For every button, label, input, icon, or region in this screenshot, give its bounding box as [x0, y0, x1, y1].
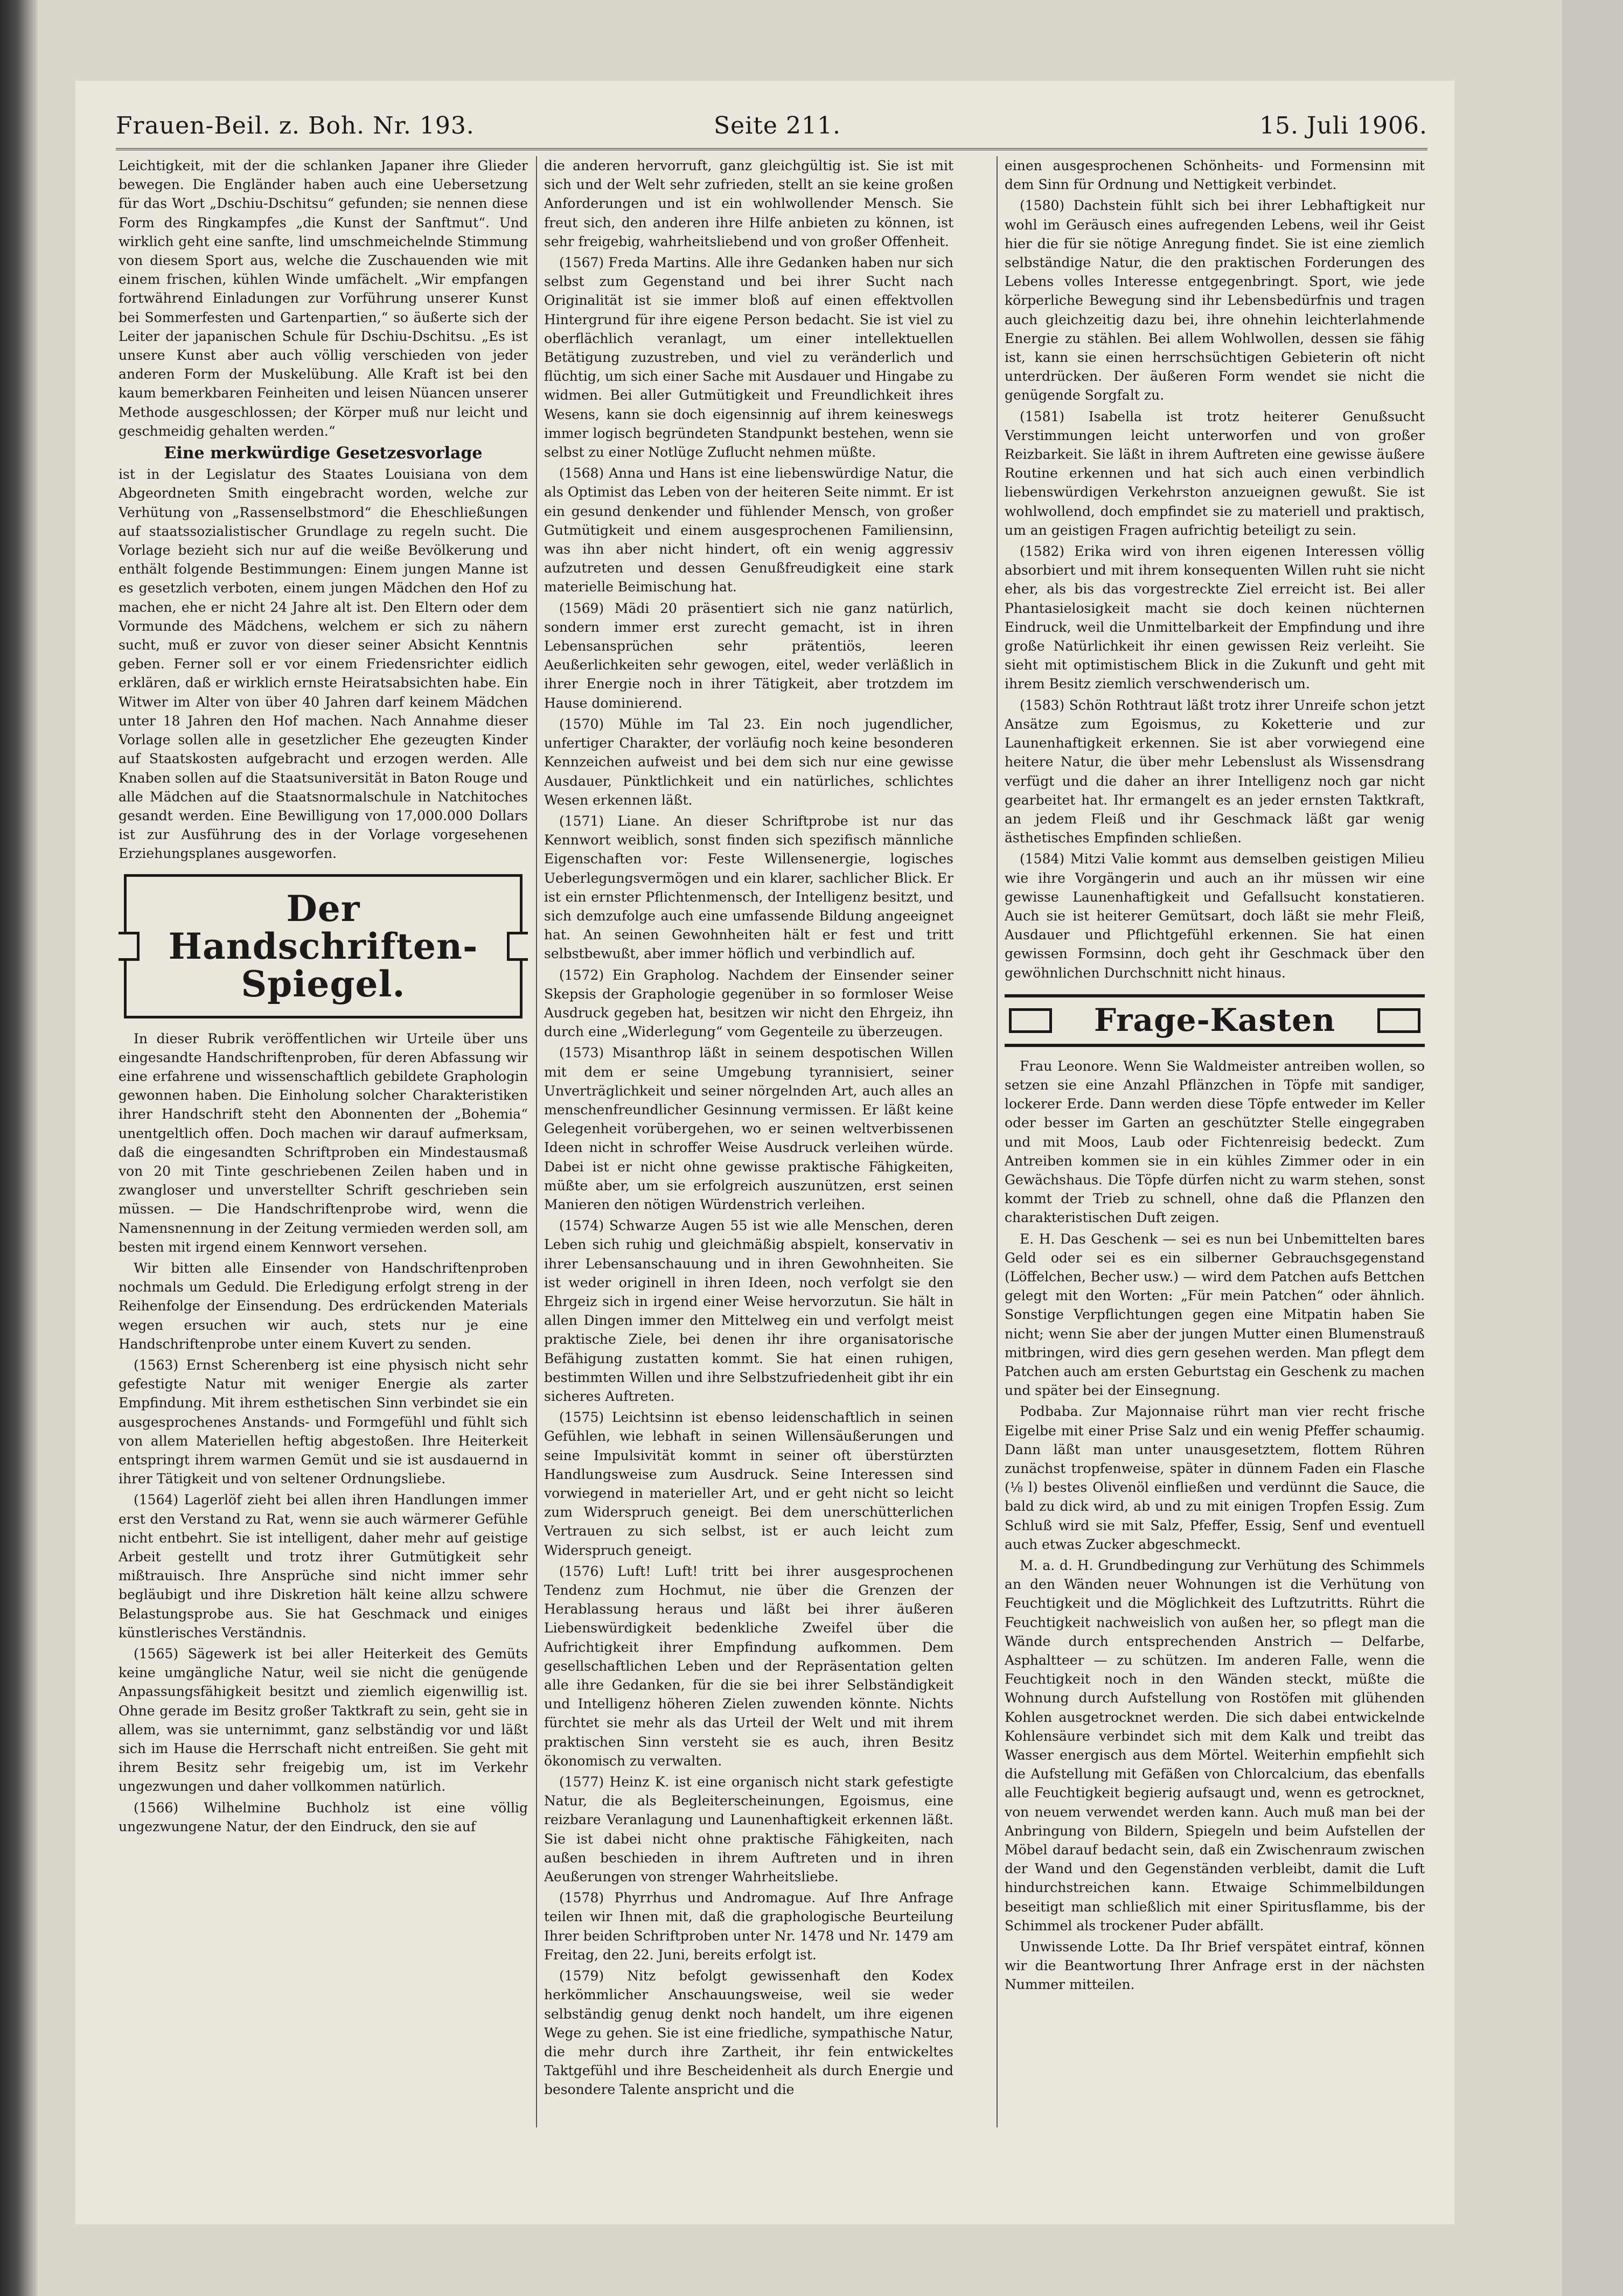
handwriting-entry: (1571) Liane. An dieser Schriftprobe ist nur das Kennwort weiblich, sonst finden sich spezifisch männliche Eigenschaften vor: Feste Willensenergie, logisches Ueberlegungsvermögen und ein klarer, sachlicher Blick. Er ist ein ernster Pflichtenmensch, der Intelligenz besitzt, und sich demzufolge auch eine umfassende Bildung angeeignet hat. An seinen Gewohnheiten hält er fest und tritt selbstbewußt, aber immer höflich und verbindlich auf.: [544, 813, 953, 962]
intro-paragraph: In dieser Rubrik veröffentlichen wir Urteile über uns eingesandte Handschriftenproben, für deren Abfassung wir eine erfahrene und wissenschaftlich gebildete Graphologin gewonnen haben. Die Einholung solcher Charakteristiken ihrer Handschrift steht den Abonnenten der „Bohemia“ unentgeltlich offen. Doch machen wir darauf aufmerksam, daß die eingesandten Schriftproben ein Mindestausmaß von 20 mit Tinte geschriebenen Zeilen haben und in zwangloser und unverstellter Schrift geschrieben sein müssen. — Die Handschriftenprobe wird, wenn die Namensnennung in der Zeitung vermieden werden soll, am besten mit irgend einem Kennwort versehen.: [119, 1030, 528, 1255]
column-3: [1005, 156, 1425, 2127]
column-rule-2: [997, 156, 998, 2127]
column-1: [119, 156, 528, 2127]
header-page-number: Seite 211.: [714, 112, 841, 139]
handwriting-entry: (1566) Wilhelmine Buchholz ist eine völlig ungezwungene Natur, der den Eindruck, den sie auf: [119, 1799, 528, 1834]
answer-entry: Unwissende Lotte. Da Ihr Brief verspätet eintraf, können wir die Beantwortung Ihrer Anfrage erst in der nächsten Nummer mitteilen.: [1005, 1939, 1425, 1993]
ornament-icon: [1377, 1008, 1420, 1033]
handwriting-entry: (1572) Ein Grapholog. Nachdem der Einsender seiner Skepsis der Graphologie gegenüber in so formloser Weise Ausdruck gegeben hat, besitzen wir nicht den Ehrgeiz, ihn durch eine „Widerlegung“ vom Gegenteile zu überzeugen.: [544, 967, 953, 1040]
intro-paragraph: Wir bitten alle Einsender von Handschriftenproben nochmals um Geduld. Die Erledigung erfolgt streng in der Reihenfolge der Einsendung. Des erdrückenden Materials wegen ersuchen wir auch, stets nur je eine Handschriftenprobe unter einem Kuvert zu senden.: [119, 1260, 528, 1352]
handwriting-entry: (1564) Lagerlöf zieht bei allen ihren Handlungen immer erst den Verstand zu Rat, wenn sie auch wärmerer Gefühle nicht entbehrt. Sie ist intelligent, daher mehr auf geistige Arbeit gestellt und trotz ihrer Gutmütigkeit sehr mißtrauisch. Ihre Ansprüche sind nicht immer sehr begläubigt und ihre Diskretion hält keine allzu schwere Belastungsprobe aus. Sie hat Geschmack und einiges künstlerisches Verständnis.: [119, 1492, 528, 1641]
answer-entry: Frau Leonore. Wenn Sie Waldmeister antreiben wollen, so setzen sie eine Anzahl Pflänzchen in Töpfe mit sandiger, lockerer Erde. Dann werden diese Töpfe entweder im Keller oder besser im Garten an geschützter Stelle eingegraben und mit Moos, Laub oder Fichtenreisig bedeckt. Zum Antreiben kommen sie in ein kühles Zimmer oder in ein Gewächshaus. Die Töpfe dürfen nicht zu warm stehen, sonst kommt der Trieb zu schnell, ohne daß die Pflanzen den charakteristischen Duft zeigen.: [1005, 1058, 1425, 1226]
question-box-title-box: [1005, 994, 1425, 1047]
handwriting-entry: (1563) Ernst Scherenberg ist eine physisch nicht sehr gefestigte Natur mit weniger Energie als zarter Empfindung. Mit ihrem esthetischen Sinn verbindet sie ein ausgesprochenes Anstands- und Formgefühl und fühlt sich von allem Materiellen heftig abgestoßen. Ihre Heiterkeit entspringt ihrem warmen Gemüt und sie ist ausdauernd in ihrer Tätigkeit und von seltener Ordnungsliebe.: [119, 1357, 528, 1487]
ornament-icon: [1009, 1008, 1052, 1033]
handwriting-entry: (1574) Schwarze Augen 55 ist wie alle Menschen, deren Leben sich ruhig und gleichmäßig abspielt, konservativ in ihrer Lebensanschauung und in ihren Gewohnheiten. Sie ist weder originell in ihren Ideen, noch verfolgt sie den Ehrgeiz sich in irgend einer Weise hervorzutun. Sie hält in allen Dingen immer den Mittelweg ein und verfolgt meist praktische Ziele, bei denen ihr ihre organisatorische Befähigung zustatten kommt. Sie hat einen ruhigen, bestimmten Willen und ihre Selbstzufriedenheit gibt ihr ein sicheres Auftreten.: [544, 1218, 953, 1404]
handwriting-entry: (1568) Anna und Hans ist eine liebenswürdige Natur, die als Optimist das Leben von der heiteren Seite nimmt. Er ist ein gesund denkender und fühlender Mensch, von großer Gutmütigkeit und einem ausgesprochenen Familiensinn, was ihn aber nicht hindert, oft ein wenig aggressiv aufzutreten und dessen Genußfreudigkeit eine stark materielle Beimischung hat.: [544, 465, 953, 595]
answer-entry: E. H. Das Geschenk — sei es nun bei Unbemittelten bares Geld oder sei es ein silberner Gebrauchsgegenstand (Löffelchen, Becher usw.) — wird dem Patchen aufs Bettchen gelegt mit den Worten: „Für mein Patchen“ oder ähnlich. Sonstige Verpflichtungen gegen eine Mitpatin haben Sie nicht; wenn Sie aber der jungen Mutter einen Blumenstrauß mitbringen, wird dies gern gesehen werden. Man pflegt dem Patchen auch am ersten Geburtstag ein Geschenk zu machen und später bei der Einsegnung.: [1005, 1231, 1425, 1399]
handwriting-entry: (1573) Misanthrop läßt in seinem despotischen Willen mit dem er seine Umgebung tyrannisiert, seiner Unverträglichkeit und seiner nörgelnden Art, auch alles an menschenfreundlicher Gesinnung vermissen. Er läßt keine Gelegenheit vorübergehen, wo er seinen weltverbissenen Ideen nicht in schroffer Weise Ausdruck verleihen würde. Dabei ist er nicht ohne gewisse praktische Fähigkeiten, müßte aber, um sie erfolgreich auszunützen, erst seinen Manieren den nötigen Würdenstrich verleihen.: [544, 1045, 953, 1212]
answer-entry: M. a. d. H. Grundbedingung zur Verhütung des Schimmels an den Wänden neuer Wohnungen ist die Verhütung von Feuchtigkeit und die Möglichkeit des Luftzutritts. Rührt die Feuchtigkeit nachweislich von außen her, so pflegt man die Wände durch entsprechenden Anstrich — Delfarbe, Asphaltteer — zu schützen. Im anderen Falle, wenn die Feuchtigkeit noch in den Wänden steckt, müßte die Wohnung durch Aufstellung von Rostöfen mit glühenden Kohlen ausgetrocknet werden. Die sich dabei entwickelnde Kohlensäure verbindet sich mit dem Kalk und treibt das Wasser energisch aus dem Mörtel. Weiterhin empfiehlt sich die Aufstellung mit Gefäßen von Chlorcalcium, das ebenfalls alle Feuchtigkeit begierig aufsaugt und, wenn es getrocknet, von neuem verwendet werden kann. Auch muß man bei der Anbringung von Bildern, Spiegeln und beim Aufstellen der Möbel darauf bedacht sein, daß ein Zwischenraum zwischen der Wand und den Gegenständen verbleibt, damit die Luft hindurchstreichen kann. Etwaige Schimmelbildungen beseitigt man schließlich mit einer Spiritusflamme, bis der Schimmel als trockener Puder abfällt.: [1005, 1558, 1425, 1934]
handwriting-entry: (1569) Mädi 20 präsentiert sich nie ganz natürlich, sondern immer erst zurecht gemacht, ist in ihren Lebensansprüchen sehr prätentiös, leeren Aeußerlichkeiten sehr gewogen, eitel, weder verläßlich in ihrer Energie noch in ihrer Tätigkeit, aber trotzdem im Hause dominierend.: [544, 600, 953, 711]
answer-entry: Podbaba. Zur Majonnaise rührt man vier recht frische Eigelbe mit einer Prise Salz und ein wenig Pfeffer schaumig. Dann läßt man unter unausgesetztem, flottem Rühren zunächst tropfenweise, später in dünnem Faden ein Flasche (⅛ l) bestes Olivenöl einfließen und verdünnt die Sauce, die bald zu dick wird, ab und zu mit einigen Tropfen Essig. Zum Schluß wird sie mit Salz, Pfeffer, Essig, Senf und eventuell auch etwas Zucker abgeschmeckt.: [1005, 1404, 1425, 1552]
article-heading: Eine merkwürdige Gesetzesvorlage: [164, 444, 483, 463]
scan-left-edge: [0, 0, 38, 2296]
handwriting-entry: einen ausgesprochenen Schönheits- und Formensinn mit dem Sinn für Ordnung und Nettigkeit verbindet.: [1005, 158, 1425, 193]
column-2: [544, 156, 953, 2127]
handwriting-entry: die anderen hervorruft, ganz gleichgültig ist. Sie ist mit sich und der Welt sehr zufrieden, stellt an sie keine großen Anforderungen und ist ein wohlwollender Mensch. Sie freut sich, den anderen ihre Hilfe anbieten zu können, ist sehr freigebig, wahrheitsliebend und von großer Offenheit.: [544, 158, 953, 249]
section-title: Der Handschriften-Spiegel.: [168, 887, 478, 1005]
section-title-box: [124, 874, 523, 1018]
article-paragraph: Leichtigkeit, mit der die schlanken Japaner ihre Glieder bewegen. Die Engländer haben auch eine Uebersetzung für das Wort „Dschiu-Dschitsu“ gefunden; sie nennen diese Form des Ringkampfes „die Kunst der Sanftmut“. Und wirklich geht eine sanfte, lind umschmeichelnde Stimmung von diesem Sport aus, welche die Zuschauenden wie mit einem frischen, kühlen Winde umfächelt. „Wir empfangen fortwährend Einladungen zur Vorführung unserer Kunst bei Sommerfesten und Gartenpartien,“ so äußerte sich der Leiter der japanischen Schule für Dschiu-Dschitsu. „Es ist unsere Kunst aber auch völlig verschieden von jeder anderen Form der Muskelübung. Alle Kraft ist bei den kaum bemerkbaren Feinheiten und leisen Nüancen unserer Methode ausgeschlossen; der Körper muß nur leicht und geschmeidig gehalten werden.“: [119, 158, 528, 439]
article-paragraph: ist in der Legislatur des Staates Louisiana von dem Abgeordneten Smith eingebracht worden, welche zur Verhütung von „Rassenselbstmord“ die Eheschließungen auf staatssozialistischer Grundlage zu regeln sucht. Die Vorlage bezieht sich nur auf die weiße Bevölkerung und enthält folgende Bestimmungen: Einem jungen Manne ist es gesetzlich verboten, einem jungen Mädchen den Hof zu machen, ehe er nicht 24 Jahre alt ist. Den Eltern oder dem Vormunde des Mädchens, welchem er sich zu nähern sucht, muß er zuvor von dieser seiner Absicht Kenntnis geben. Ferner soll er vor einem Friedensrichter eidlich erklären, daß er wirklich ernste Heiratsabsichten habe. Ein Witwer im Alter von über 40 Jahren darf keinem Mädchen unter 18 Jahren den Hof machen. Nach Annahme dieser Vorlage sollen alle in gesetzlicher Ehe gezeugten Kinder auf Staatskosten aufgebracht und erzogen werden. Alle Knaben sollen auf die Staatsuniversität in Baton Rouge und alle Mädchen auf die Staatsnormalschule in Natchitoches gesandt werden. Eine Bewilligung von 17,000.000 Dollars ist zur Ausführung des in der Vorlage vorgesehenen Erziehungsplanes ausgeworfen.: [119, 466, 528, 862]
handwriting-entry: (1578) Phyrrhus und Andromague. Auf Ihre Anfrage teilen wir Ihnen mit, daß die graphologische Beurteilung Ihrer beiden Schriftproben unter Nr. 1478 und Nr. 1479 am Freitag, den 22. Juni, bereits erfolgt ist.: [544, 1890, 953, 1963]
handwriting-entry: (1581) Isabella ist trotz heiterer Genußsucht Verstimmungen leicht unterworfen und von großer Reizbarkeit. Sie läßt in ihrem Auftreten eine gewisse äußere Routine erkennen und hat sich auch einen verbindlich liebenswürdigen Verkehrston anzueignen gewußt. Sie ist wohlwollend, doch empfindet sie zu materiell und praktisch, um an geistigen Fragen aufrichtig beteiligt zu sein.: [1005, 408, 1425, 538]
scan-right-edge: [1562, 0, 1623, 2296]
handwriting-entry: (1583) Schön Rothtraut läßt trotz ihrer Unreife schon jetzt Ansätze zum Egoismus, zu Koketterie und zur Launenhaftigkeit erkennen. Sie ist aber vorwiegend eine heitere Natur, die über mehr Lebenslust als Wissensdrang verfügt und die daher an ihrer Intelligenz noch gar nicht gearbeitet hat. Ihr ermangelt es an jeder ernsten Taktkraft, an jedem Fleiß und ihr Geschmack läßt gar wenig ästhetisches Empfinden schließen.: [1005, 697, 1425, 846]
handwriting-entry: (1579) Nitz befolgt gewissenhaft den Kodex herkömmlicher Anschauungsweise, weil sie weder selbständig genug denkt noch handelt, um ihre eigenen Wege zu gehen. Sie ist eine friedliche, sympathische Natur, die mehr durch ihre Zartheit, ihr fein entwickeltes Taktgefühl und ihre Bescheidenheit als durch Energie und besondere Talente anspricht und die: [544, 1968, 953, 2098]
handwriting-entry: (1570) Mühle im Tal 23. Ein noch jugendlicher, unfertiger Charakter, der vorläufig noch keine besonderen Kennzeichen aufweist und bei dem sich nur eine gewisse Ausdauer, Pünktlichkeit und ein natürliches, schlichtes Wesen erkennen läßt.: [544, 716, 953, 808]
ornament-icon: [507, 932, 528, 961]
ornament-icon: [119, 932, 140, 961]
handwriting-entry: (1584) Mitzi Valie kommt aus demselben geistigen Milieu wie ihre Vorgängerin und auch an ihr müssen wir eine gewisse Launenhaftigkeit und Gefallsucht konstatieren. Auch sie ist heiterer Gemütsart, doch läßt sie mehr Fleiß, Ausdauer und Pflichtgefühl erkennen. Sie hat einen gewissen Formsinn, doch geht ihr Geschmack über den gewöhnlichen Durchschnitt nicht hinaus.: [1005, 851, 1425, 981]
handwriting-entry: (1577) Heinz K. ist eine organisch nicht stark gefestigte Natur, die als Begleiterscheinungen, Egoismus, eine reizbare Veranlagung und Launenhaftigkeit erkennen läßt. Sie ist dabei nicht ohne praktische Fähigkeiten, nach außen beschieden in ihrem Auftreten und in ihren Aeußerungen von strenger Wahrheitsliebe.: [544, 1774, 953, 1885]
question-box-title: Frage-Kasten: [1093, 1002, 1336, 1039]
handwriting-entry: (1565) Sägewerk ist bei aller Heiterkeit des Gemüts keine umgängliche Natur, weil sie nicht die genügende Anpassungsfähigkeit besitzt und ziemlich eigenwillig ist. Ohne gerade im Besitz großer Taktkraft zu sein, geht sie in allem, was sie unternimmt, ganz selbständig vor und läßt sich im Hause die Herrschaft nicht entreißen. Sie geht mit ihrem Besitz sehr freigebig um, ist im Verkehr ungezwungen und daher vollkommen natürlich.: [119, 1646, 528, 1795]
handwriting-entry: (1582) Erika wird von ihren eigenen Interessen völlig absorbiert und mit ihrem konsequenten Willen ruht sie nicht eher, als bis das vorgestreckte Ziel erreicht ist. Bei aller Phantasielosigkeit macht sie doch keinen nüchternen Eindruck, weil die Unmittelbarkeit der Empfindung und ihre große Natürlichkeit ihr einen gewissen Reiz verleiht. Sie sieht mit optimistischem Blick in die Zukunft und geht mit ihrem Besitz ziemlich verschwenderisch um.: [1005, 543, 1425, 692]
handwriting-entry: (1580) Dachstein fühlt sich bei ihrer Lebhaftigkeit nur wohl im Geräusch eines aufregenden Lebens, weil ihr Geist hier die für sie nötige Anregung findet. Sie ist eine ziemlich selbständige Natur, die den praktischen Forderungen des Lebens volles Interesse entgegenbringt. Sport, wie jede körperliche Bewegung sind ihr Lebensbedürfnis und tragen auch gleichzeitig dazu bei, ihre ohnehin leichterlahmende Energie zu stählen. Bei allem Wohlwollen, dessen sie fähig ist, kann sie einen herrschsüchtigen Gebieterin oft nicht unterdrücken. Der äußeren Form wendet sie nicht die genügende Sorgfalt zu.: [1005, 198, 1425, 403]
header-publication: Frauen-Beil. z. Boh. Nr. 193.: [116, 112, 475, 139]
handwriting-entry: (1575) Leichtsinn ist ebenso leidenschaftlich in seinen Gefühlen, wie lebhaft in seinen Willensäußerungen und seine Impulsivität kommt in seiner oft überstürzten Handlungsweise zum Ausdruck. Seine Interessen sind vorwiegend in materieller Art, und er geht nicht so leicht zum Widerspruch geneigt. Bei dem unerschütterlichen Vertrauen zu sich selbst, ist er auch leicht zum Widerspruch geneigt.: [544, 1409, 953, 1558]
column-rule-1: [536, 156, 537, 2127]
header-date: 15. Juli 1906.: [1259, 112, 1427, 139]
page-header: [116, 108, 1427, 150]
handwriting-entry: (1567) Freda Martins. Alle ihre Gedanken haben nur sich selbst zum Gegenstand und bei ihrer Sucht nach Originalität ist sie immer bloß auf einen effektvollen Hintergrund für ihre eigene Person bedacht. Sie ist viel zu oberflächlich veranlagt, um einer intellektuellen Betätigung zuzustreben, und viel zu veränderlich und flüchtig, um sich einer Sache mit Ausdauer und Hingabe zu widmen. Bei aller Gutmütigkeit und Freundlichkeit ihres Wesens, kann sie doch eigensinnig auf ihrem keineswegs immer logisch begründeten Standpunkt bestehen, wenn sie selbst zu einer Notlüge Zuflucht nehmen müßte.: [544, 255, 953, 460]
handwriting-entry: (1576) Luft! Luft! tritt bei ihrer ausgesprochenen Tendenz zum Hochmut, nie über die Grenzen der Herablassung heraus und läßt bei ihrer äußeren Liebenswürdigkeit bedenkliche Zweifel über die Aufrichtigkeit ihrer Empfindung aufkommen. Dem gesellschaftlichen Leben und der Repräsentation gelten alle ihre Gedanken, für die sie bei ihrer Selbständigkeit und Intelligenz höheren Zielen zuwenden könnte. Nichts fürchtet sie mehr als das Urteil der Welt und mit ihrem praktischen Sinn versteht sie es auch, ihren Besitz ökonomisch zu verwalten.: [544, 1563, 953, 1769]
